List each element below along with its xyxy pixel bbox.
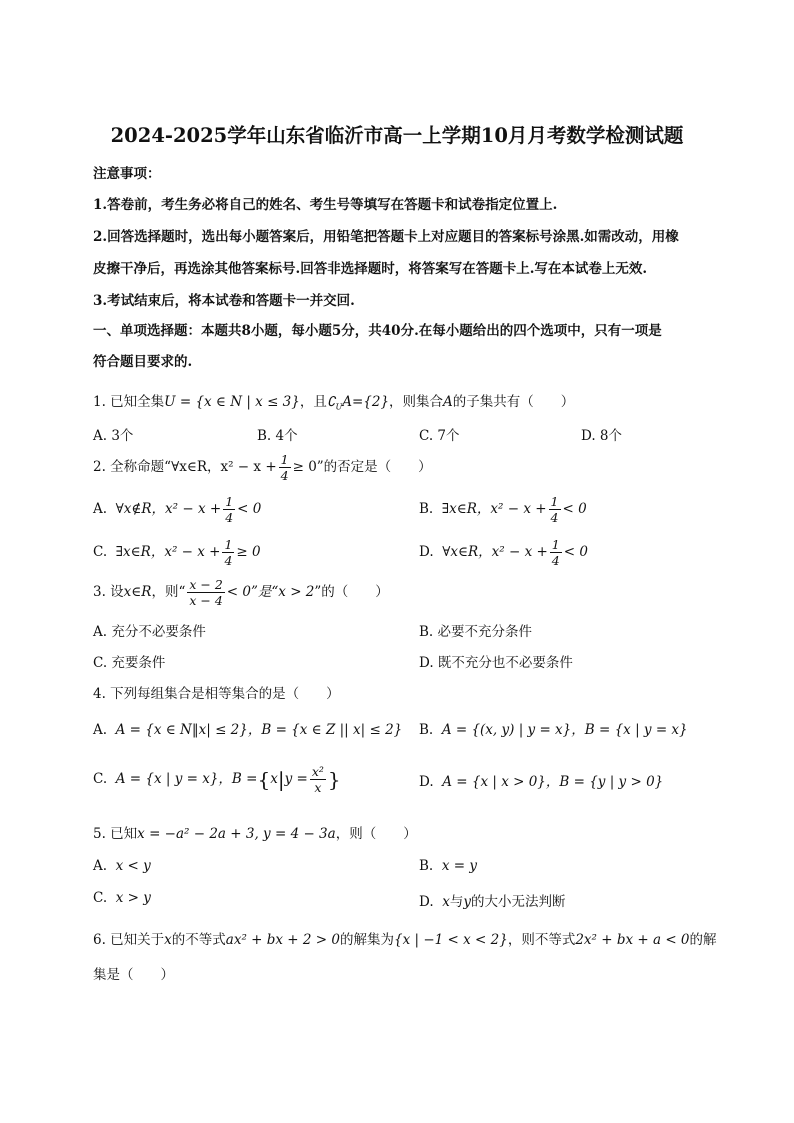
q5-option-c: C. x > y (93, 890, 151, 906)
question-6-line2: 集是（ ） (93, 967, 174, 983)
q3-option-d: D. 既不充分也不必要条件 (419, 655, 573, 671)
question-3-stem: 3. 设x∈R，则“ $\frac{x - 2}{x - 4}$ < 0”是“x > 2”的（ ） (93, 577, 389, 608)
q3-option-b: B. 必要不充分条件 (419, 624, 533, 640)
q2-option-b: B. ∃x∈R，x² − x + $\frac{1}{4}$ < 0 (419, 494, 587, 525)
q3-option-a: A. 充分不必要条件 (93, 624, 206, 640)
q1-set-u: U = {x ∈ N | x ≤ 3} (164, 394, 300, 410)
q1-var-a: A (443, 394, 453, 410)
q5-option-a: A. x < y (93, 858, 151, 874)
exam-title: 2024-2025学年山东省临沂市高一上学期10月月考数学检测试题 (110, 124, 684, 147)
q5-option-b: B. x = y (419, 858, 477, 874)
notice-item-2a: 2.回答选择题时，选出每小题答案后，用铅笔把答题卡上对应题目的答案标号涂黑.如需改动，用橡 (93, 229, 679, 245)
notice-item-2b: 皮擦干净后，再选涂其他答案标号.回答非选择题时，将答案写在答题卡上.写在本试卷上无效. (93, 261, 648, 277)
q2-option-a: A. ∀x∉R，x² − x + $\frac{1}{4}$ < 0 (93, 494, 262, 525)
q4-option-b: B. A = {(x, y) | y = x}，B = {x | y = x} (419, 722, 688, 738)
q1-option-d: D. 8个 (581, 428, 623, 444)
section-heading-line2: 符合题目要求的. (93, 354, 193, 370)
notice-item-1: 1.答卷前，考生务必将自己的姓名、考生号等填写在答题卡和试卷指定位置上. (93, 197, 558, 213)
section-heading-line1: 一、单项选择题：本题共8小题，每小题5分，共40分.在每小题给出的四个选项中，只有一项是 (93, 323, 662, 339)
q5-option-d: D. x与y的大小无法判断 (419, 894, 566, 910)
question-1-stem (93, 390, 574, 412)
q3-option-c: C. 充要条件 (93, 655, 166, 671)
question-5-stem: 5. 已知x = −a² − 2a + 3, y = 4 − 3a，则（ ） (93, 826, 417, 842)
q1-option-b: B. 4个 (257, 428, 298, 444)
notice-item-3: 3.考试结束后，将本试卷和答题卡一并交回. (93, 293, 355, 309)
q4-option-c: C. A = {x | y = x}，B ={x|y = $\frac{\text{x²}}{x}$ } (93, 764, 341, 795)
q3-fraction: $\frac{x - 2}{x - 4}$ (189, 577, 223, 608)
q4-option-d: D. A = {x | x > 0}，B = {y | y > 0} (419, 774, 664, 790)
q2-option-c: C. ∃x∈R，x² − x + $\frac{1}{4}$ ≥ 0 (93, 537, 261, 568)
q1-complement: $∁_UA=\{2\}$ (326, 394, 390, 412)
question-2-stem: 2. 全称命题“∀x∈R，x² − x + $\frac{1}{4}$ ≥ 0”的否定是（ ） (93, 452, 432, 483)
q2-option-d: D. ∀x∈R，x² − x + $\frac{1}{4}$ < 0 (419, 537, 588, 568)
q2-fraction: $\frac{1}{4}$ (280, 452, 289, 483)
q1-option-c: C. 7个 (419, 428, 460, 444)
q1-end: 的子集共有（ ） (452, 394, 575, 410)
q1-option-a: A. 3个 (93, 428, 134, 444)
q1-mid: ，且 (299, 394, 327, 410)
q1-prefix: 1. 已知全集 (93, 394, 165, 410)
question-6-stem: 6. 已知关于x的不等式ax² + bx + 2 > 0的解集为{x | −1 < x < 2}，则不等式2x² + bx + a < 0的解 (93, 932, 717, 948)
q4-option-a: A. A = {x ∈ N‖x| ≤ 2}，B = {x ∈ Z || x| ≤ 2} (93, 722, 403, 738)
question-4-stem: 4. 下列每组集合是相等集合的是（ ） (93, 686, 340, 702)
q1-suffix: ，则集合 (389, 394, 444, 410)
notice-heading: 注意事项： (93, 166, 161, 182)
